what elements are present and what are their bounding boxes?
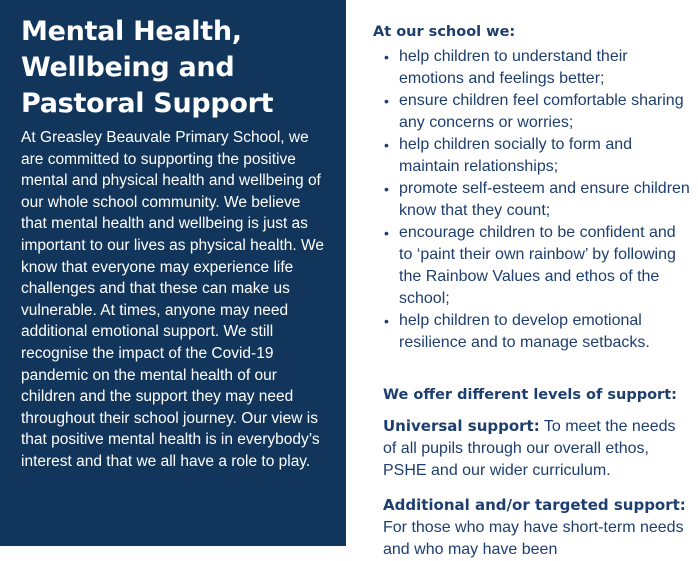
bullet-icon: • [384, 49, 389, 65]
support-levels-section [373, 385, 691, 561]
level-label: Universal support: [383, 417, 540, 435]
support-levels-heading: We offer different levels of support: [383, 387, 677, 403]
bullet-icon: • [384, 93, 389, 109]
list-item [373, 46, 691, 90]
bullet-icon: • [384, 137, 389, 153]
list-item [373, 178, 691, 222]
list-item [373, 310, 691, 354]
commitments-list [373, 46, 691, 354]
level-text: For those who may have short-term needs and who may have been [383, 519, 684, 558]
page-title [21, 14, 328, 122]
intro-paragraph: At Greasley Beauvale Primary School, we are committed to supporting the positive mental and physical health and wellbeing of our whole school community. We believe that mental health and wellbeing is just as important to our lives as physical health. We know that everyone may experience life challenges and that these can make us vulnerable. At times, anyone may need additional emotional support. We still recognise the impact of the Covid-19 pandemic on the mental health of our children and the support they may need throughout their school journey. Our view is that positive mental health is in everybody’s interest and that we all have a role to play. [21, 129, 324, 470]
bullet-icon: • [384, 313, 389, 329]
list-item-text: help children to understand their emotions and feelings better; [399, 48, 628, 87]
list-item [373, 90, 691, 134]
level-text: To meet the needs of all pupils through our overall ethos, PSHE and our wider curriculum. [383, 418, 676, 479]
bullet-icon: • [384, 181, 389, 197]
targeted-support-paragraph [383, 494, 691, 561]
list-item-text: ensure children feel comfortable sharing any concerns or worries; [399, 92, 684, 131]
intro-panel [0, 0, 346, 546]
title-line: Pastoral Support [21, 88, 274, 119]
list-item-text: promote self-esteem and ensure children know that they count; [399, 180, 690, 219]
title-line: Wellbeing and [21, 52, 235, 83]
list-item [373, 222, 691, 310]
list-item-text: help children socially to form and maintain relationships; [399, 136, 633, 175]
bullet-icon: • [384, 225, 389, 241]
list-item [373, 134, 691, 178]
list-item-text: encourage children to be confident and to ‘paint their own rainbow’ by following the Rainbow Values and ethos of the school; [399, 224, 676, 307]
title-line: Mental Health, [21, 16, 242, 47]
support-panel [373, 22, 691, 561]
school-commitments-heading: At our school we: [373, 24, 516, 40]
universal-support-paragraph [383, 415, 691, 482]
level-label: Additional and/or targeted support: [383, 496, 686, 514]
list-item-text: help children to develop emotional resilience and to manage setbacks. [399, 312, 650, 351]
